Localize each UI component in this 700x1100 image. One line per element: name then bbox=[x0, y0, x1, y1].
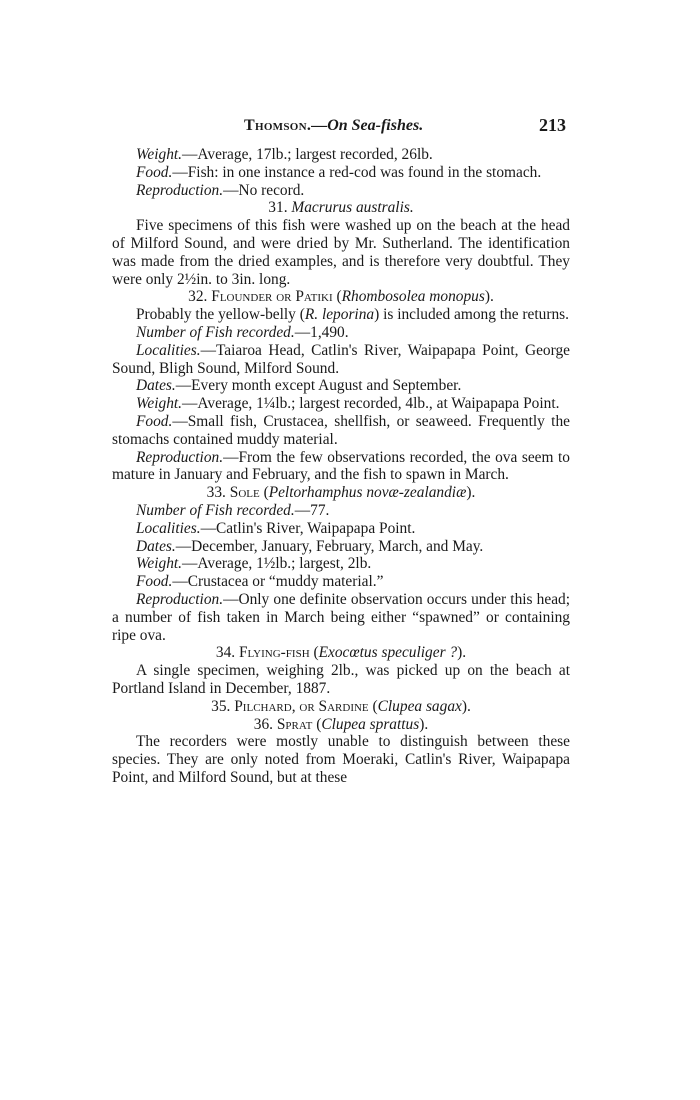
sec32-reproduction: Reproduction.—From the few observations recorded, the ova seem to mature in January and February, and the fish to spawn in March. bbox=[112, 448, 570, 484]
sec31-paragraph: Five specimens of this fish were washed up on the beach at the head of Milford Sound, and were dried by Mr. Sutherland. The identification was made from the dried examples, and is therefore very doubtful. They were only 2½in. to 3in. long. bbox=[112, 217, 570, 288]
sec33-reproduction: Reproduction.—Only one definite observation occurs under this head; a number of fish taken in March being either “spawned” or containing ripe ova. bbox=[112, 590, 570, 644]
page-body bbox=[112, 146, 570, 787]
sec35-heading: 35. Pilchard, or Sardine (Clupea sagax). bbox=[211, 697, 471, 715]
sec34-heading: 34. Flying-fish (Exocœtus speculiger ?). bbox=[215, 644, 467, 662]
sec31-heading: 31. Macrurus australis. bbox=[268, 199, 414, 217]
running-header bbox=[244, 117, 574, 135]
sec32-weight: Weight.—Average, 1¼lb.; largest recorded, 4lb., at Waipapapa Point. bbox=[136, 395, 560, 413]
sec36-paragraph: The recorders were mostly unable to distinguish between these species. They are only noted from Moeraki, Catlin's River, Waipapapa Point, and Milford Sound, but at these bbox=[112, 733, 570, 786]
sec33-weight: Weight.—Average, 1½lb.; largest, 2lb. bbox=[136, 555, 372, 573]
sec30-reproduction: Reproduction.—No record. bbox=[136, 181, 305, 199]
sec30-weight: Weight.—Average, 17lb.; largest recorded, 26lb. bbox=[136, 146, 433, 163]
sec32-food: Food.—Small fish, Crustacea, shellfish, or seaweed. Frequently the stomachs contained muddy material. bbox=[112, 412, 570, 448]
sec33-dates: Dates.—December, January, February, March, and May. bbox=[136, 537, 484, 555]
page-number: 213 bbox=[539, 115, 566, 135]
sec32-heading: 32. Flounder or Patiki (Rhombosolea monopus). bbox=[188, 288, 494, 306]
sec33-count: Number of Fish recorded.—77. bbox=[136, 501, 330, 519]
sec34-paragraph: A single specimen, weighing 2lb., was picked up on the beach at Portland Island in December, 1887. bbox=[112, 662, 570, 697]
header-title: —On Sea-fishes. bbox=[311, 117, 424, 134]
header-author: Thomson. bbox=[244, 117, 312, 134]
sec32-count: Number of Fish recorded.—1,490. bbox=[136, 323, 349, 341]
sec33-heading: 33. Sole (Peltorhamphus novæ-zealandiæ). bbox=[206, 484, 476, 502]
sec32-localities: Localities.—Taiaroa Head, Catlin's River, Waipapapa Point, George Sound, Bligh Sound, Milford Sound. bbox=[112, 341, 570, 377]
sec33-food: Food.—Crustacea or “muddy material.” bbox=[136, 573, 384, 591]
sec32-intro: Probably the yellow-belly (R. leporina) is included among the returns. bbox=[136, 306, 570, 324]
sec30-food: Food.—Fish: in one instance a red-cod was found in the stomach. bbox=[136, 163, 542, 181]
sec32-dates: Dates.—Every month except August and September. bbox=[136, 377, 462, 395]
sec33-localities: Localities.—Catlin's River, Waipapapa Point. bbox=[136, 519, 416, 537]
sec36-heading: 36. Sprat (Clupea sprattus). bbox=[253, 715, 429, 733]
